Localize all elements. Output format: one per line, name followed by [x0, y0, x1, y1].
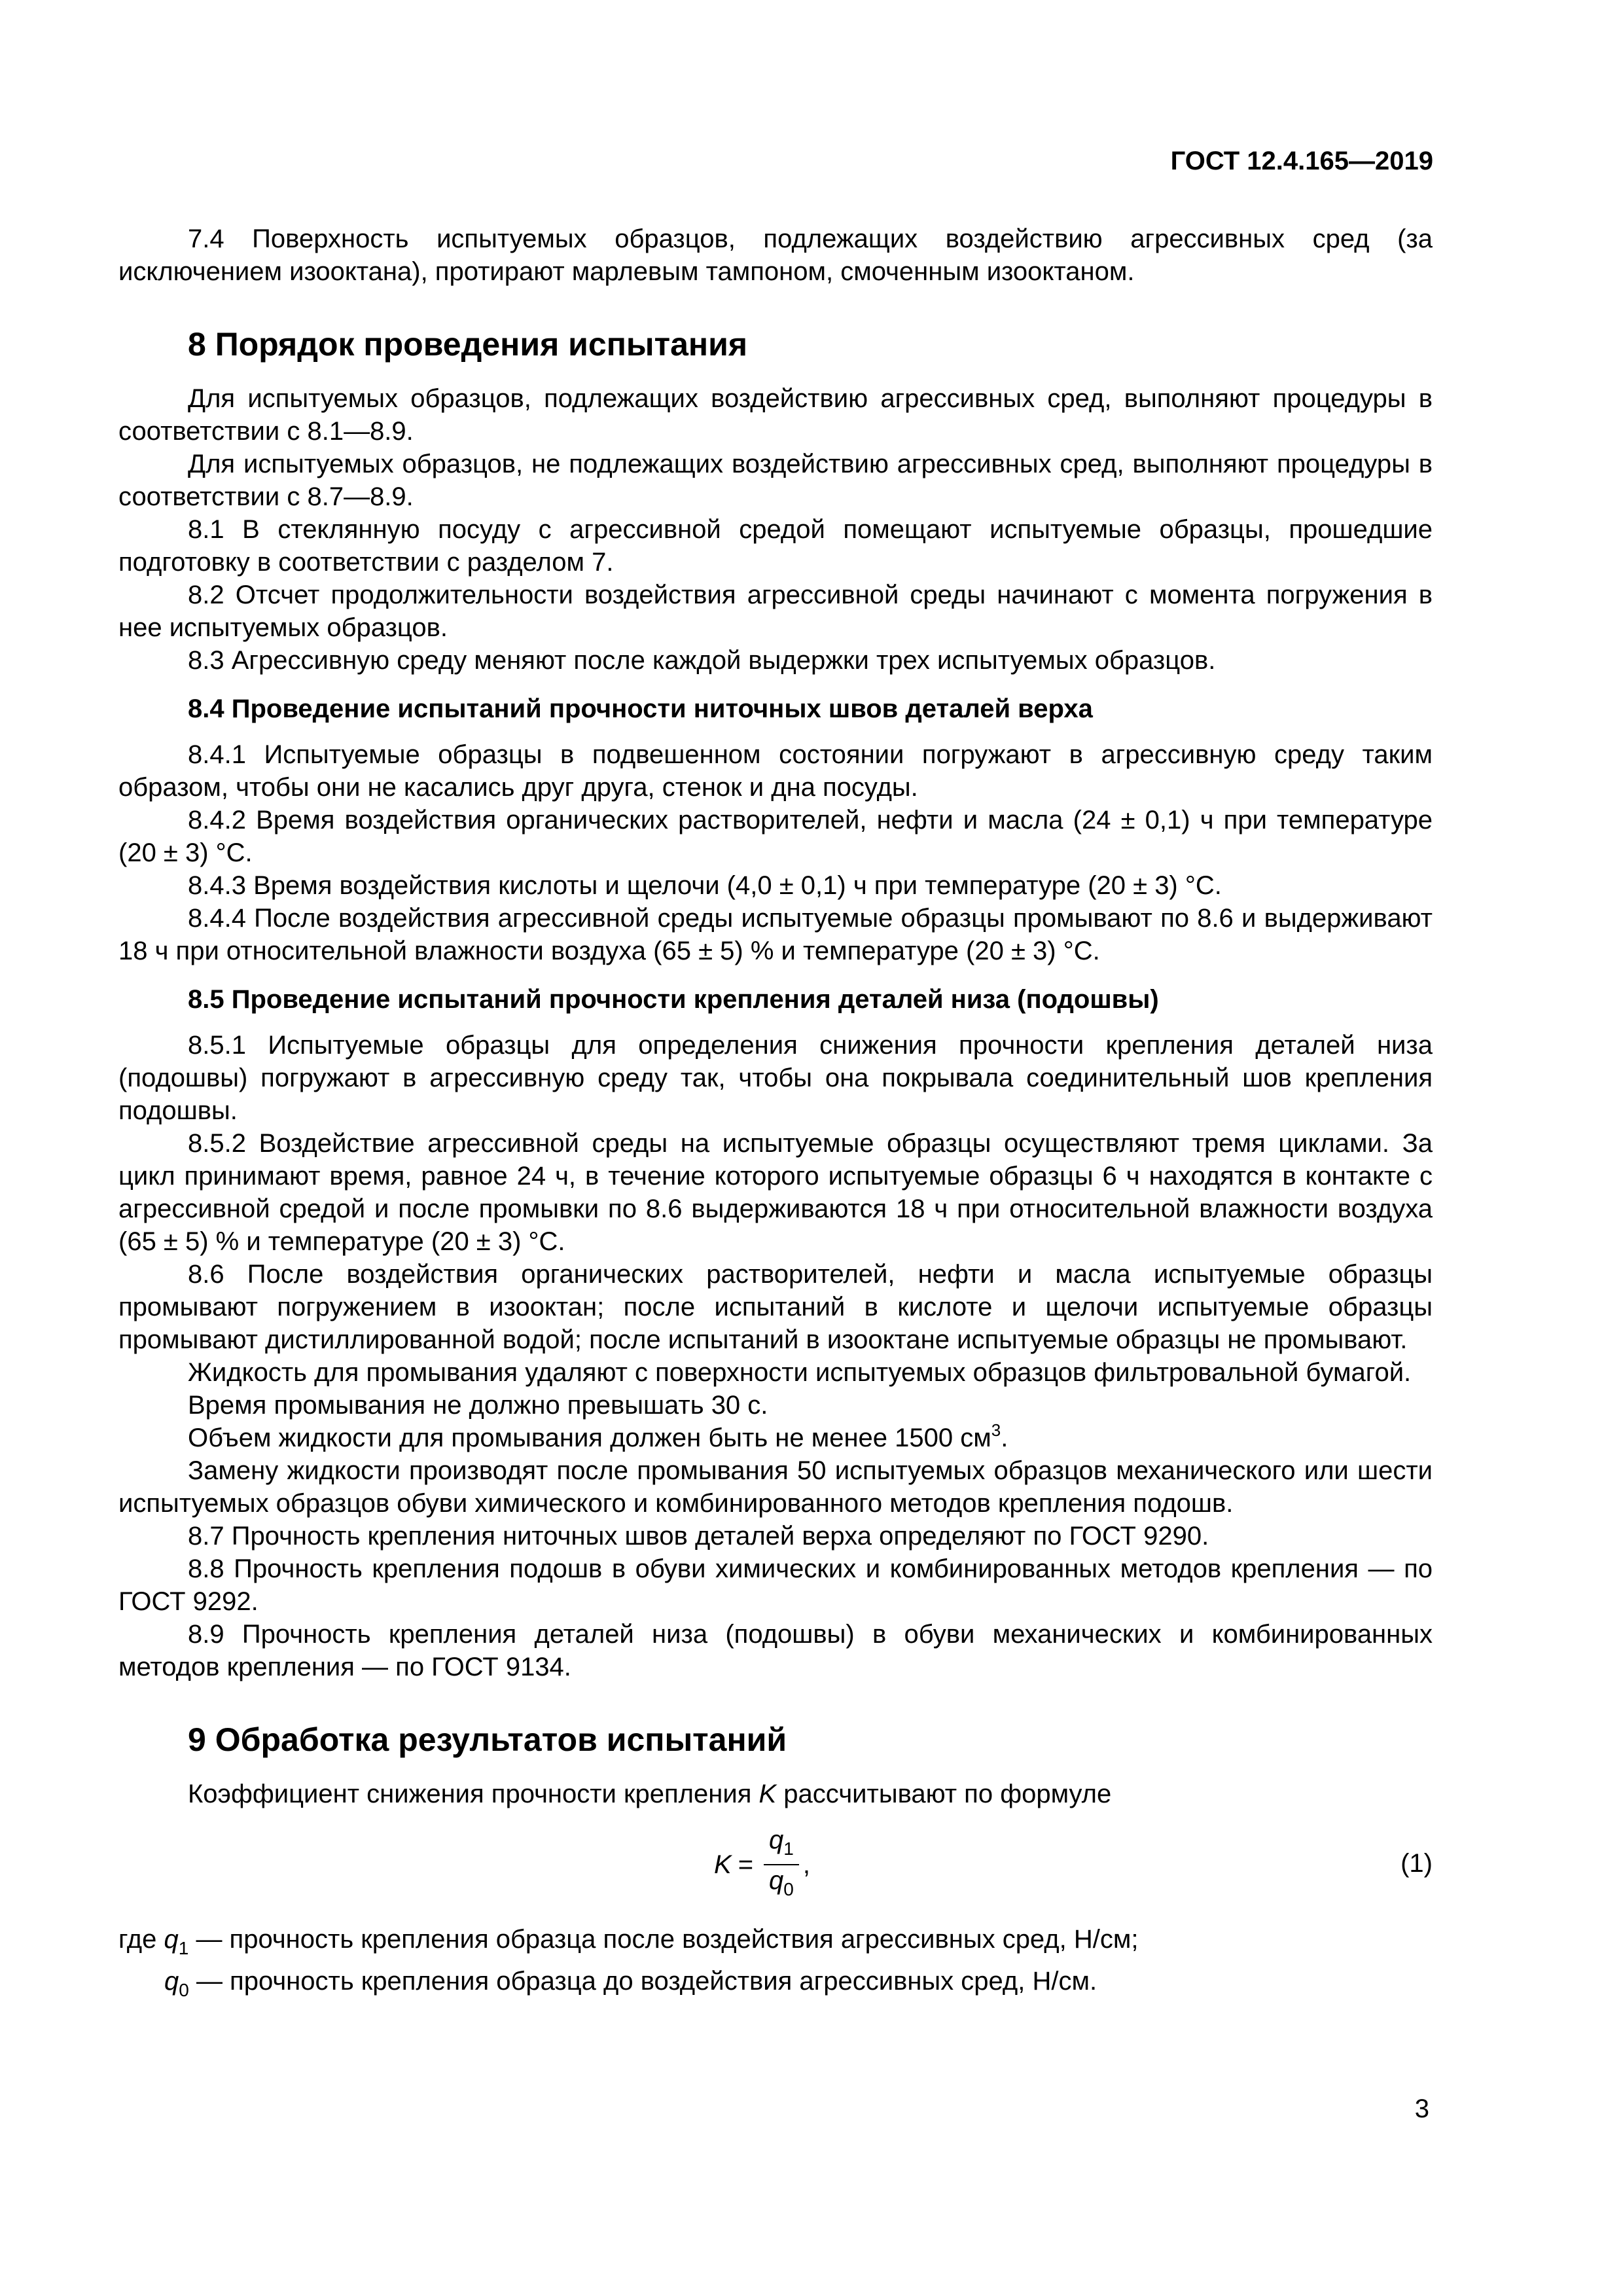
- intro-text-b: рассчитывают по формуле: [776, 1780, 1112, 1808]
- paragraph-8-8: 8.8 Прочность крепления подошв в обуви химических и комбинированных методов крепления — по ГОСТ 9292.: [118, 1554, 1433, 1616]
- where-q1: [118, 1923, 1433, 1965]
- formula-tail: ,: [802, 1850, 810, 1879]
- paragraph-8-4-4: 8.4.4 После воздействия агрессивной среды испытуемые образцы промывают по 8.6 и выдерживают 18 ч при относительной влажности воздуха (65 ± 5) % и температуре (20 ± 3) °С.: [118, 904, 1433, 965]
- paragraph-8-6-time: Время промывания не должно превышать 30 с.: [188, 1391, 768, 1420]
- paragraph-8-3: 8.3 Агрессивную среду меняют после каждой выдержки трех испытуемых образцов.: [188, 646, 1216, 675]
- paragraph-8-5-2: 8.5.2 Воздействие агрессивной среды на испытуемые образцы осуществляют тремя циклами. За цикл принимают время, равное 24 ч, в течение которого испытуемые образцы 6 ч находятся в контакте с агрессивной средой и после промывки по 8.6 выдерживаются 18 ч при относительной влажности воздуха (65 ± 5) % и температуре (20 ± 3) °С.: [118, 1129, 1433, 1256]
- document-header: ГОСТ 12.4.165—2019: [1170, 147, 1433, 175]
- where-prefix: где: [118, 1925, 164, 1954]
- q1-text: — прочность крепления образца после воздействия агрессивных сред, Н/см;: [188, 1925, 1139, 1954]
- paragraph-8-4-2: 8.4.2 Время воздействия органических растворителей, нефти и масла (24 ± 0,1) ч при температуре (20 ± 3) °С.: [118, 806, 1433, 867]
- intro-k-symbol: K: [758, 1780, 777, 1808]
- subsection-8-5-title: 8.5 Проведение испытаний прочности крепления деталей низа (подошвы): [188, 985, 1159, 1014]
- equation-number: (1): [1400, 1849, 1433, 1878]
- paragraph-8-5-1: 8.5.1 Испытуемые образцы для определения снижения прочности крепления деталей низа (подошвы) погружают в агрессивную среду так, чтобы она покрывала соединительный шов крепления подошвы.: [118, 1031, 1433, 1125]
- formula-fraction: [764, 1825, 799, 1905]
- paragraph-8-4-3: 8.4.3 Время воздействия кислоты и щелочи (4,0 ± 0,1) ч при температуре (20 ± 3) °С.: [188, 871, 1222, 900]
- volume-end: .: [1001, 1424, 1008, 1452]
- page-number: 3: [1414, 2094, 1429, 2123]
- paragraph-8-6-volume: [118, 1422, 1433, 1454]
- formula: [714, 1825, 810, 1905]
- q0-sub: 0: [179, 1980, 189, 2000]
- denominator-var: q: [769, 1866, 784, 1895]
- paragraph-8-1: 8.1 В стеклянную посуду с агрессивной средой помещают испытуемые образцы, прошедшие подготовку в соответствии с разделом 7.: [118, 515, 1433, 577]
- volume-text: Объем жидкости для промывания должен быть не менее 1500 см: [188, 1424, 991, 1452]
- paragraph-8-2: 8.2 Отсчет продолжительности воздействия агрессивной среды начинают с момента погружения в нее испытуемых образцов.: [118, 581, 1433, 642]
- q1-var: q: [164, 1925, 179, 1954]
- numerator-var: q: [769, 1825, 784, 1854]
- section-8-intro-2: Для испытуемых образцов, не подлежащих воздействию агрессивных сред, выполняют процедуры в соответствии с 8.7—8.9.: [118, 450, 1433, 511]
- q0-var: q: [164, 1967, 179, 1996]
- denominator-sub: 0: [783, 1879, 794, 1899]
- document-body: [118, 223, 1433, 2007]
- section-8-intro-1: Для испытуемых образцов, подлежащих воздействию агрессивных сред, выполняют процедуры в соответствии с 8.1—8.9.: [118, 384, 1433, 446]
- section-9-intro: [118, 1778, 1433, 1810]
- q0-text: — прочность крепления образца до воздействия агрессивных сред, Н/см.: [188, 1967, 1097, 1996]
- paragraph-8-6-liquid: Жидкость для промывания удаляют с поверхности испытуемых образцов фильтровальной бумагой.: [188, 1358, 1412, 1387]
- formula-lhs: K: [714, 1850, 732, 1879]
- formula-denominator: [764, 1865, 799, 1905]
- paragraph-8-9: 8.9 Прочность крепления деталей низа (подошвы) в обуви механических и комбинированных методов крепления — по ГОСТ 9134.: [118, 1620, 1433, 1681]
- q1-sub: 1: [178, 1938, 189, 1958]
- section-8-title: 8 Порядок проведения испытания: [188, 326, 748, 363]
- where-block: [118, 1923, 1433, 2007]
- formula-numerator: [764, 1825, 799, 1865]
- formula-row: [118, 1825, 1433, 1903]
- paragraph-8-7: 8.7 Прочность крепления ниточных швов деталей верха определяют по ГОСТ 9290.: [188, 1522, 1209, 1551]
- paragraph-8-4-1: 8.4.1 Испытуемые образцы в подвешенном состоянии погружают в агрессивную среду таким образом, чтобы они не касались друг друга, стенок и дна посуды.: [118, 740, 1433, 802]
- where-q0: [118, 1965, 1433, 2007]
- paragraph-8-6: 8.6 После воздействия органических растворителей, нефти и масла испытуемые образцы промывают погружением в изооктан; после испытаний в кислоте и щелочи испытуемые образцы промывают дистиллированной водой; после испытаний в изооктане испытуемые образцы не промывают.: [118, 1260, 1433, 1354]
- numerator-sub: 1: [783, 1839, 794, 1859]
- volume-superscript: 3: [991, 1420, 1001, 1440]
- formula-equals: =: [738, 1850, 754, 1879]
- section-9-title: 9 Обработка результатов испытаний: [188, 1721, 787, 1758]
- paragraph-7-4: 7.4 Поверхность испытуемых образцов, подлежащих воздействию агрессивных сред (за исключением изооктана), протирают марлевым тампоном, смоченным изооктаном.: [118, 224, 1433, 286]
- intro-text-a: Коэффициент снижения прочности крепления: [188, 1780, 759, 1808]
- paragraph-8-6-replace: Замену жидкости производят после промывания 50 испытуемых образцов механического или шести испытуемых образцов обуви химического и комбинированного методов крепления подошв.: [118, 1456, 1433, 1518]
- subsection-8-4-title: 8.4 Проведение испытаний прочности ниточных швов деталей верха: [188, 694, 1093, 723]
